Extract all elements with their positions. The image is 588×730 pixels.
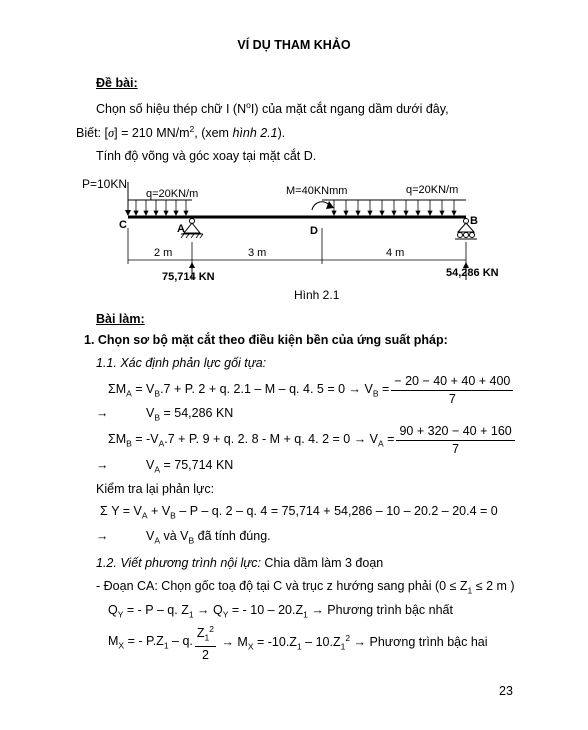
arrow-1: → xyxy=(96,406,109,420)
load-q2-label: q=20KN/m xyxy=(406,184,459,196)
subsection-1-2: 1.2. Viết phương trình nội lực: Chia dầm làm 3 đoạn xyxy=(96,556,384,570)
result-vb: $V_B = 54,286$ KN xyxy=(146,406,234,423)
page-title: VÍ DỤ THAM KHẢO xyxy=(237,38,351,52)
eq2-numerator: 90 + 320 − 40 + 160 xyxy=(396,424,514,441)
reaction-b-label: 54,286 KN xyxy=(446,267,499,279)
page-number: 23 xyxy=(499,684,513,698)
segment-ca: - Đoạn CA: Chọn gốc toạ độ tại C và trục z hướng sang phải ($0 \le Z_1 \le 2$ m ) xyxy=(96,579,515,596)
subsection-1-1: 1.1. Xác định phản lực gối tựa: xyxy=(96,356,267,370)
eq1-denominator: 7 xyxy=(448,392,456,406)
arrow-2: → xyxy=(96,458,109,472)
equation-sum-y: Σ $Y = V_A + V_B - P - q$. 2 – q. 4 = 75,714 + 54,286 – 10 – 20.2 – 20.4 = 0 xyxy=(100,504,498,521)
label-d: D xyxy=(310,225,318,237)
equation-qy: $Q_Y$ = - P – q. $Z_1 \to Q_Y$ = - $10 - 20.Z_1$ → Phương trình bậc nhất xyxy=(108,603,453,620)
label-a: A xyxy=(177,223,185,235)
load-p-label: P=10KN xyxy=(82,177,128,191)
equation-sum-mb: $\Sigma M_B = -V_A.7 + P$. 9 + q. 2. 8 - M + q. 4. $2 = 0 \to V_A$ = $\frac{90 + 320 - 40 + 160}{7}$ xyxy=(108,424,517,457)
figure-reference: hình 2.1 xyxy=(232,126,278,141)
dim-db: 4 m xyxy=(386,247,405,259)
problem-line-3: Tính độ võng và góc xoay tại mặt cắt D. xyxy=(96,149,317,163)
dim-ad: 3 m xyxy=(248,247,267,259)
problem-line-2: Biết: [σ] = 210 $MN/m^2$, (xem hình 2.1). xyxy=(76,124,286,141)
load-q1-label: q=20KN/m xyxy=(146,188,199,200)
label-b: B xyxy=(470,215,478,227)
equation-mx: $M_X$ = - $P.Z_1$ – q. $\frac{Z_1^2}{2}$ → $M_X = -10.Z_1 - 10.Z_1^2$ → Phương trình bậc hai xyxy=(108,624,488,662)
section-1-heading: 1. Chọn sơ bộ mặt cắt theo điều kiện bền của ứng suất pháp: xyxy=(84,333,448,347)
label-c: C xyxy=(119,219,127,231)
figure-caption: Hình 2.1 xyxy=(294,288,340,302)
equation-sum-ma: $\Sigma M_A = V_B.7 + P$. 2 + q. 2.1 – M – q. 4. $5 = 0 \to V_B$ = $\frac{- 20 - 40 + 40 + 400}{7}$ xyxy=(108,374,515,407)
eq2-denominator: 7 xyxy=(452,442,460,456)
check-result: $V_A$ và $V_B$ đã tính đúng. xyxy=(146,529,271,546)
moment-m-label: M=40KNmm xyxy=(286,185,348,197)
beam-figure xyxy=(0,170,588,310)
reaction-a-label: 75,714 KN xyxy=(162,271,215,283)
solution-heading: Bài làm: xyxy=(96,312,145,326)
check-heading: Kiểm tra lại phản lực: xyxy=(96,482,215,496)
dim-ca: 2 m xyxy=(154,247,173,259)
problem-heading: Đề bài: xyxy=(96,76,138,90)
result-va: $V_A = 75,714$ KN xyxy=(146,458,234,475)
problem-line-1: Chọn số hiệu thép chữ I $(N^oI)$ của mặt cắt ngang dầm dưới đây, xyxy=(96,100,449,117)
eq1-numerator: − 20 − 40 + 40 + 400 xyxy=(391,374,513,391)
arrow-3: → xyxy=(96,529,109,543)
